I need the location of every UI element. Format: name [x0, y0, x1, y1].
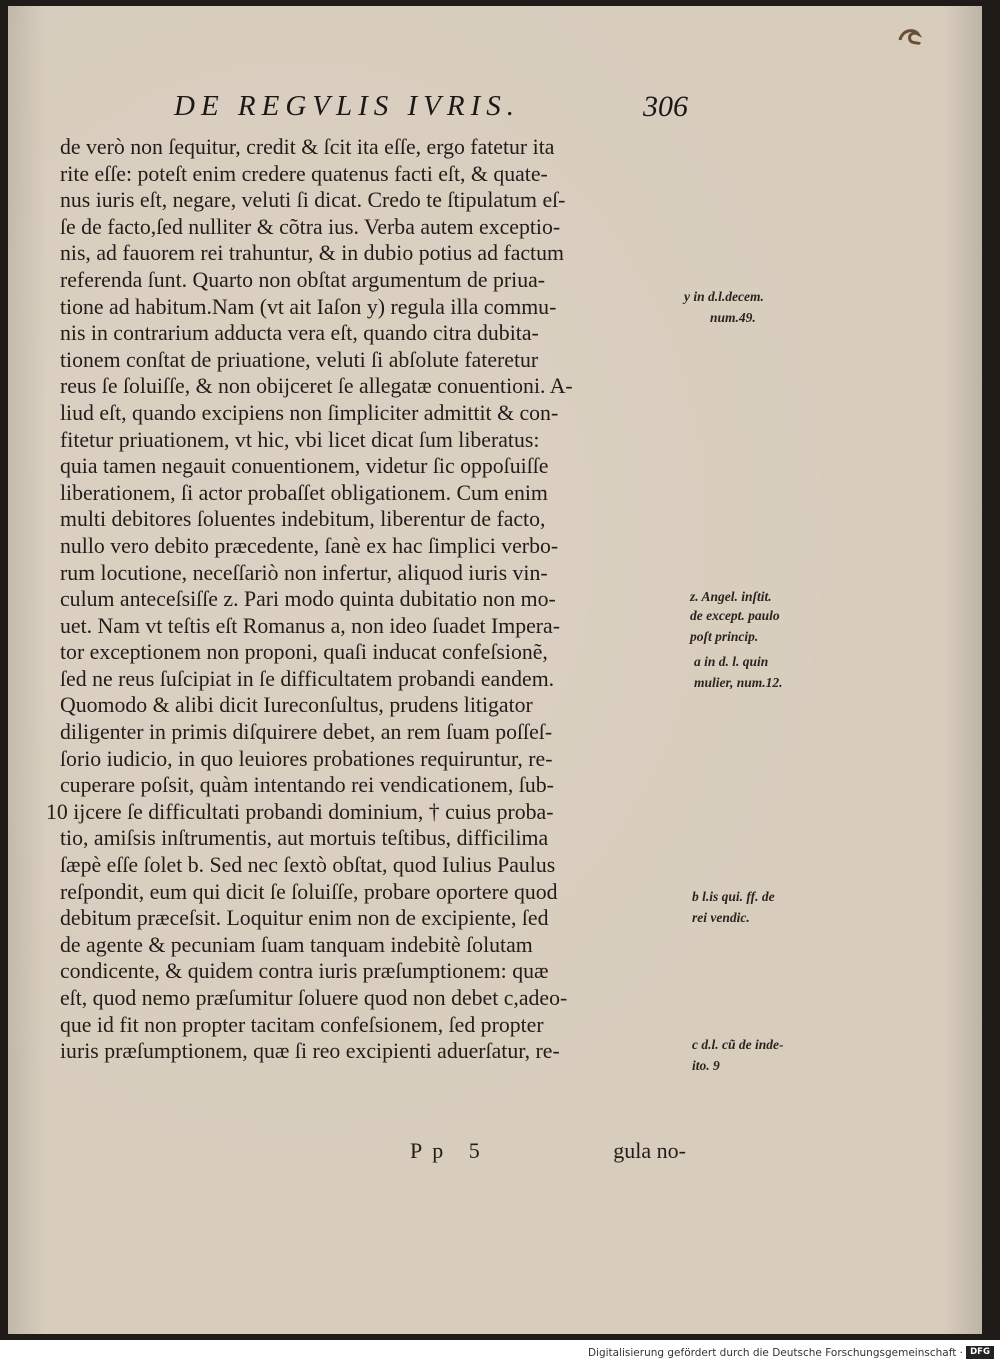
margin-note-line: poſt princip. — [690, 629, 759, 644]
margin-note-y — [684, 286, 834, 328]
margin-note-line: b l.is qui. ff. de — [692, 889, 775, 904]
text-line: nullo vero debito præcedente, ſanè ex hac ſimplici verbo- — [60, 533, 559, 558]
catchline — [410, 1138, 686, 1168]
text-line: nis, ad fauorem rei trahuntur, & in dubio potius ad factum — [60, 241, 564, 266]
margin-note-line: c d.l. cũ de inde- — [692, 1037, 784, 1052]
text-line: debitum præceſsit. Loquitur enim non de excipiente, ſed — [60, 906, 549, 931]
text-line: ſorio iudicio, in quo leuiores probationes requiruntur, re- — [60, 746, 553, 771]
text-line: tione ad habitum.Nam (vt ait Iaſon y) regula illa commu- — [60, 294, 557, 319]
margin-note-line: mulier, num.12. — [694, 675, 783, 690]
body-text — [46, 134, 684, 1065]
text-line: que id fit non propter tacitam confeſsionem, ſed propter — [60, 1012, 544, 1037]
text-line: ſed ne reus ſuſcipiat in ſe difficultatem probandi eandem. — [60, 666, 555, 691]
text-line: eſt, quod nemo præſumitur ſoluere quod non debet c,adeo- — [60, 986, 568, 1010]
margin-note-line: ito. 9 — [692, 1058, 720, 1073]
text-line: cuperare poſsit, quàm intentando rei vendicationem, ſub- — [60, 773, 554, 798]
text-line-numbered: 10 ijcere ſe difficultati probandi dominium, † cuius proba- — [46, 799, 554, 824]
text-line: culum anteceſsiſſe z. Pari modo quinta dubitatio non mo- — [60, 587, 556, 612]
margin-note-line: num.49. — [710, 310, 756, 325]
text-line: ſæpè eſſe ſolet b. Sed nec ſextò obſtat, quod Iulius Paulus — [60, 853, 556, 878]
margin-note-a — [694, 651, 844, 693]
corner-mark-icon — [896, 26, 922, 48]
text-line: liud eſt, quando excipiens non ſimpliciter admittit & con- — [60, 400, 559, 425]
text-line: diligenter in primis diſquirere debet, an rem ſuam poſſeſ- — [60, 720, 553, 745]
text-line: uet. Nam vt teſtis eſt Romanus a, non ideo ſuadet Impera- — [60, 613, 560, 638]
text-line: liberationem, ſi actor probaſſet obligationem. Cum enim — [60, 480, 548, 505]
running-head — [168, 90, 688, 130]
text-line: Quomodo & alibi dicit Iureconſultus, prudens litigator — [60, 693, 533, 718]
digitization-credit: Digitalisierung gefördert durch die Deutsche Forschungsgemeinschaft · — [587, 1347, 963, 1359]
catchword: gula no- — [613, 1138, 686, 1163]
text-line: tionem conſtat de priuatione, veluti ſi abſolute fateretur — [60, 347, 539, 372]
margin-note-line: rei vendic. — [692, 910, 750, 925]
margin-note-line: a in d. l. quin — [694, 654, 769, 669]
text-line: fitetur priuationem, vt hic, vbi licet dicat ſum liberatus: — [60, 427, 540, 452]
text-line: condicente, & quidem contra iuris præſumptionem: quæ — [60, 959, 549, 984]
text-line: nus iuris eſt, negare, veluti ſi dicat. Credo te ſtipulatum eſ- — [60, 188, 566, 213]
text-line: multi debitores ſoluentes indebitum, liberentur de facto, — [60, 507, 546, 532]
margin-note-line: y in d.l.decem. — [684, 289, 764, 304]
text-line: reus ſe ſoluiſſe, & non obijceret ſe allegatæ conuentioni. A- — [60, 374, 573, 399]
text-line: de verò non ſequitur, credit & ſcit ita eſſe, ergo fatetur ita — [60, 135, 555, 159]
margin-note-z — [690, 586, 840, 647]
text-line: quia tamen negauit conuentionem, videtur ſic oppoſuiſſe — [60, 454, 549, 479]
running-title: DE REGVLIS IVRIS. — [174, 90, 521, 122]
text-line: rite eſſe: poteſt enim credere quatenus facti eſt, & quate- — [60, 161, 548, 186]
margin-note-b — [692, 886, 842, 928]
text-line: tor exceptionem non proponi, quaſi inducat confeſsionẽ, — [60, 640, 548, 665]
text-line: nis in contrarium adducta vera eſt, quando citra dubita- — [60, 321, 539, 346]
text-line: tio, amiſsis inſtrumentis, aut mortuis teſtibus, difficilima — [60, 826, 549, 851]
text-line: de agente & pecuniam ſuam tanquam indebitè ſolutam — [60, 932, 533, 957]
margin-note-line: de except. paulo — [690, 608, 780, 623]
text-line: referenda ſunt. Quarto non obſtat argumentum de priua- — [60, 267, 546, 292]
text-line: iuris præſumptionem, quæ ſi reo excipienti aduerſatur, re- — [60, 1039, 560, 1064]
text-line: ſe de facto,ſed nulliter & cõtra ius. Verba autem exceptio- — [60, 214, 561, 239]
page-number: 306 — [643, 90, 688, 123]
margin-note-line: z. Angel. inſtit. — [690, 589, 772, 604]
text-line: reſpondit, eum qui dicit ſe ſoluiſſe, probare oportere quod — [60, 879, 558, 904]
signature-mark: Pp 5 — [410, 1138, 490, 1163]
dfg-logo: DFG — [966, 1346, 994, 1359]
margin-note-c — [692, 1034, 842, 1076]
text-line: rum locutione, neceſſariò non infertur, aliquod iuris vin- — [60, 560, 548, 585]
